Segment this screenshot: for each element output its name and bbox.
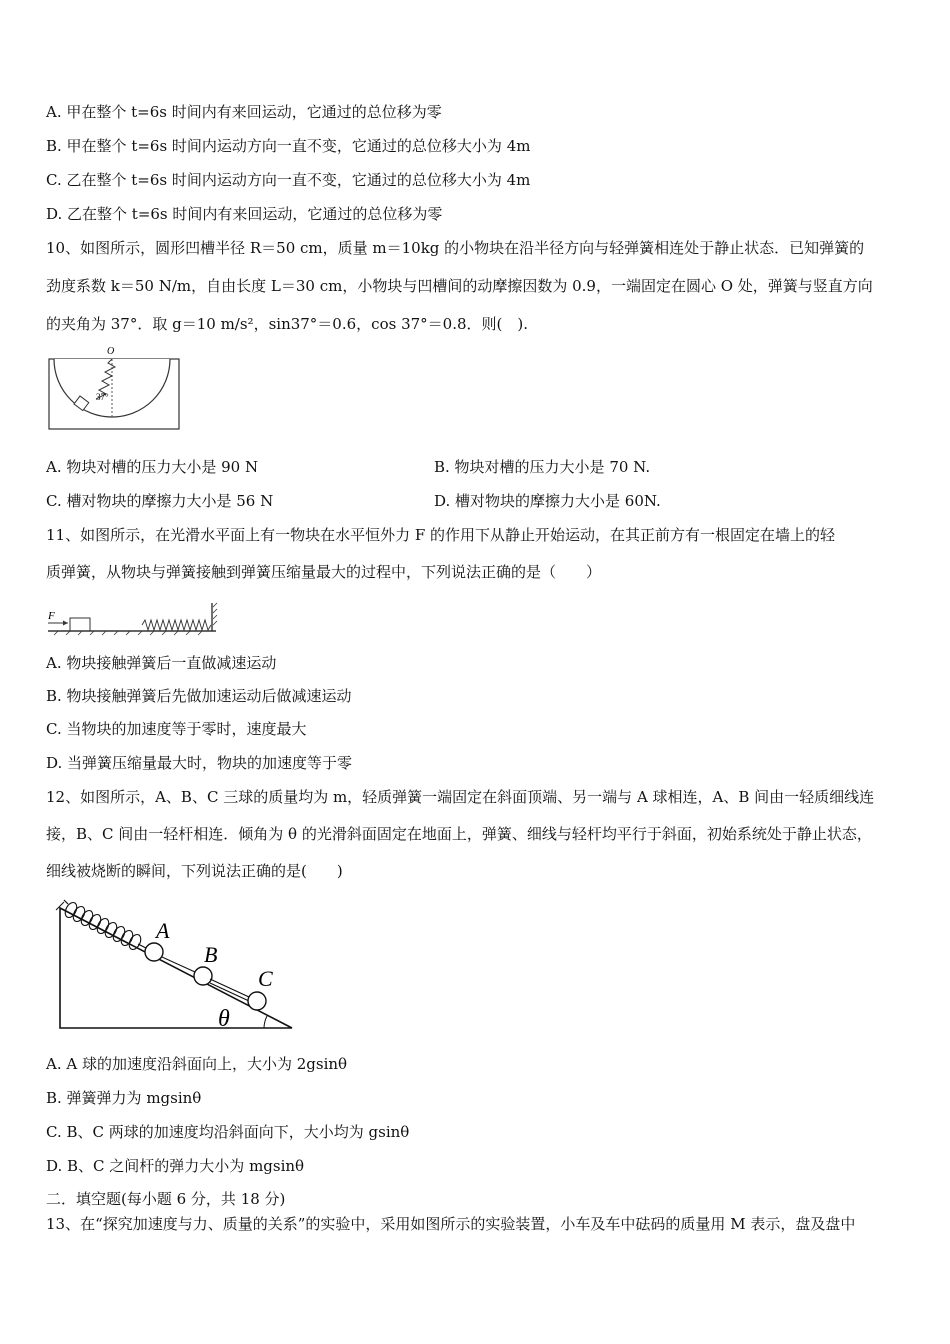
q9-option-c: C. 乙在整个 t=6s 时间内运动方向一直不变，它通过的总位移大小为 4m bbox=[46, 171, 531, 189]
q10-fig-label-o: O bbox=[107, 346, 115, 357]
q12-fig-label-c: C bbox=[258, 966, 273, 991]
q12-stem-line3: 细线被烧断的瞬间，下列说法正确的是( ) bbox=[46, 862, 343, 880]
q11-spring-figure bbox=[44, 599, 224, 639]
q12-option-c: C. B、C 两球的加速度均沿斜面向下，大小均为 gsinθ bbox=[46, 1123, 410, 1141]
q10-option-c: C. 槽对物块的摩擦力大小是 56 N bbox=[46, 492, 274, 510]
q12-option-b: B. 弹簧弹力为 mgsinθ bbox=[46, 1089, 202, 1107]
q11-fig-label-f: F bbox=[48, 610, 55, 622]
q10-stem-line1: 10、如图所示，圆形凹槽半径 R＝50 cm，质量 m＝10kg 的小物块在沿半径方向与轻弹簧相连处于静止状态．已知弹簧的 bbox=[46, 239, 865, 257]
q10-groove-figure bbox=[46, 344, 186, 440]
q10-option-d: D. 槽对物块的摩擦力大小是 60N. bbox=[434, 492, 661, 510]
q12-fig-label-theta: θ bbox=[218, 1006, 230, 1032]
q10-option-a: A. 物块对槽的压力大小是 90 N bbox=[46, 458, 259, 476]
q12-stem-line1: 12、如图所示，A、B、C 三球的质量均为 m，轻质弹簧一端固定在斜面顶端、另一端与 A 球相连，A、B 间由一轻质细线连 bbox=[46, 788, 875, 806]
q12-fig-label-a: A bbox=[156, 918, 170, 943]
q12-fig-label-b: B bbox=[204, 942, 218, 967]
q10-stem-line3: 的夹角为 37°．取 g＝10 m/s²，sin37°＝0.6，cos 37°＝0.8．则( ). bbox=[46, 315, 528, 333]
q9-option-b: B. 甲在整个 t=6s 时间内运动方向一直不变，它通过的总位移大小为 4m bbox=[46, 137, 531, 155]
q12-option-d: D. B、C 之间杆的弹力大小为 mgsinθ bbox=[46, 1157, 305, 1175]
section2-title: 二．填空题(每小题 6 分，共 18 分) bbox=[46, 1190, 286, 1208]
q11-option-c: C. 当物块的加速度等于零时，速度最大 bbox=[46, 720, 307, 738]
q12-incline-figure bbox=[52, 896, 302, 1036]
q9-option-d: D. 乙在整个 t=6s 时间内有来回运动，它通过的总位移为零 bbox=[46, 205, 443, 223]
q12-option-a: A. A 球的加速度沿斜面向上，大小为 2gsinθ bbox=[46, 1055, 348, 1073]
q10-option-b: B. 物块对槽的压力大小是 70 N. bbox=[434, 458, 651, 476]
q11-stem-line2: 质弹簧，从物块与弹簧接触到弹簧压缩量最大的过程中，下列说法正确的是（ ） bbox=[46, 563, 602, 581]
q11-option-b: B. 物块接触弹簧后先做加速运动后做减速运动 bbox=[46, 687, 352, 705]
q9-option-a: A. 甲在整个 t=6s 时间内有来回运动，它通过的总位移为零 bbox=[46, 103, 442, 121]
q12-stem-line2: 接，B、C 间由一轻杆相连．倾角为 θ 的光滑斜面固定在地面上，弹簧、细线与轻杆均平行于斜面，初始系统处于静止状态， bbox=[46, 825, 872, 843]
q11-stem-line1: 11、如图所示，在光滑水平面上有一物块在水平恒外力 F 的作用下从静止开始运动，在其正前方有一根固定在墙上的轻 bbox=[46, 526, 836, 544]
q11-option-a: A. 物块接触弹簧后一直做减速运动 bbox=[46, 654, 277, 672]
q11-option-d: D. 当弹簧压缩量最大时，物块的加速度等于零 bbox=[46, 754, 353, 772]
q10-fig-label-angle: 37° bbox=[96, 392, 109, 402]
q10-stem-line2: 劲度系数 k＝50 N/m，自由长度 L＝30 cm，小物块与凹槽间的动摩擦因数为 0.9，一端固定在圆心 O 处，弹簧与竖直方向 bbox=[46, 277, 873, 295]
q13-stem-line1: 13、在“探究加速度与力、质量的关系”的实验中，采用如图所示的实验装置，小车及车中砝码的质量用 M 表示，盘及盘中 bbox=[46, 1215, 856, 1233]
